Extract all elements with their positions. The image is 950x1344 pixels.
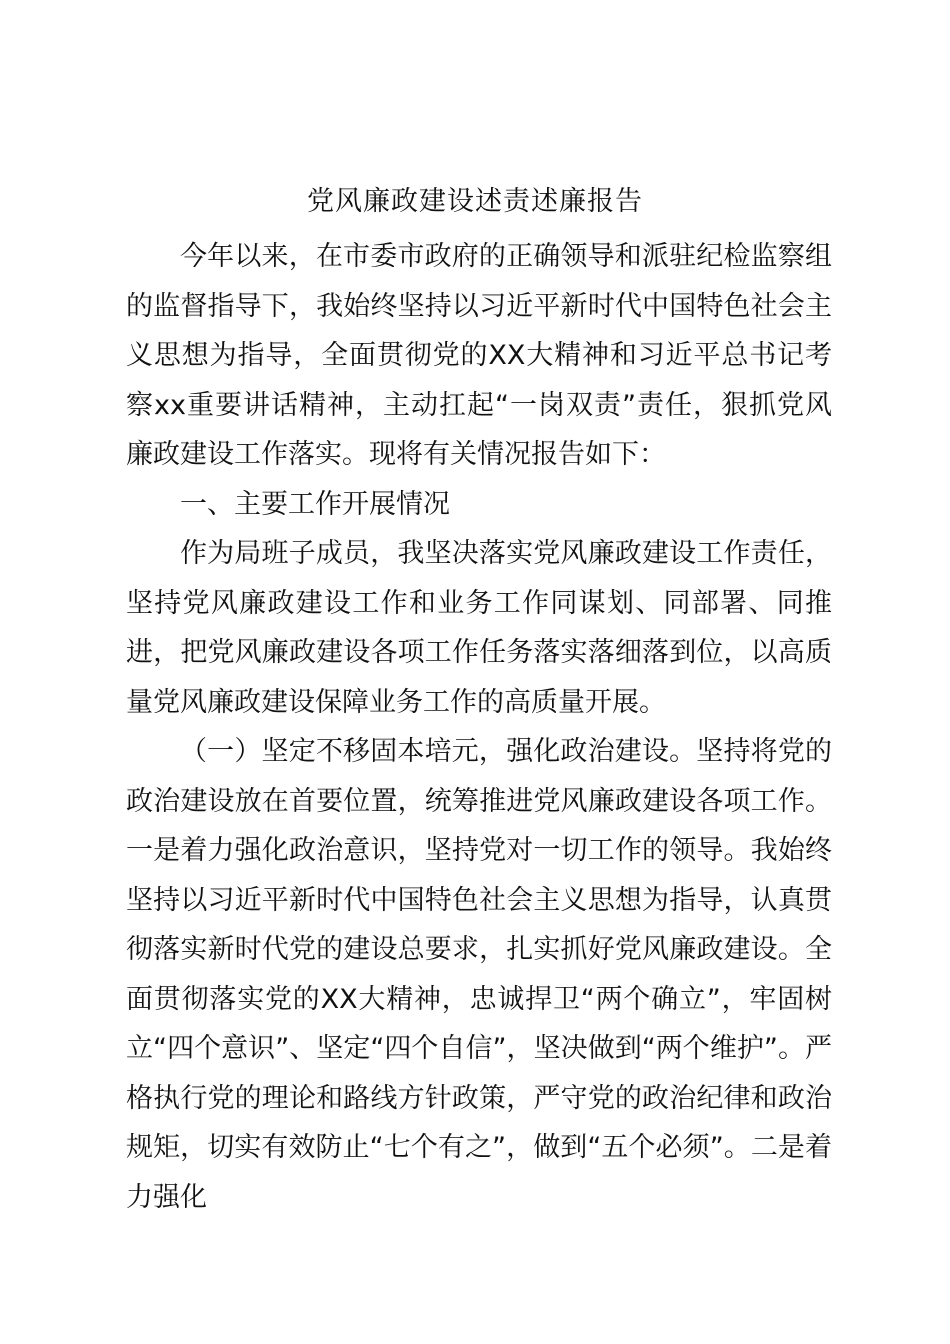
- intro-paragraph: 今年以来，在市委市政府的正确领导和派驻纪检监察组的监督指导下，我始终坚持以习近平新时代中国特色社会主义思想为指导，全面贯彻党的XX大精神和习近平总书记考察xx重要讲话精神，主动扛起“一岗双责”责任，狠抓党风廉政建设工作落实。现将有关情况报告如下：: [126, 241, 832, 470]
- document-body: [126, 232, 832, 1222]
- section-heading: 一、主要工作开展情况: [180, 488, 450, 520]
- body-paragraph: （一）坚定不移固本培元，强化政治建设。坚持将党的政治建设放在首要位置，统筹推进党风廉政建设各项工作。一是着力强化政治意识，坚持党对一切工作的领导。我始终坚持以习近平新时代中国特色社会主义思想为指导，认真贯彻落实新时代党的建设总要求，扎实抓好党风廉政建设。全面贯彻落实党的XX大精神，忠诚捍卫“两个确立”，牢固树立“四个意识”、坚定“四个自信”，坚决做到“两个维护”。严格执行党的理论和路线方针政策，严守党的政治纪律和政治规矩，切实有效防止“七个有之”，做到“五个必须”。二是着力强化: [126, 736, 832, 1213]
- document-title: 党风廉政建设述责述廉报告: [307, 186, 643, 217]
- body-paragraph: 作为局班子成员，我坚决落实党风廉政建设工作责任，坚持党风廉政建设工作和业务工作同谋划、同部署、同推进，把党风廉政建设各项工作任务落实落细落到位，以高质量党风廉政建设保障业务工作的高质量开展。: [126, 538, 832, 718]
